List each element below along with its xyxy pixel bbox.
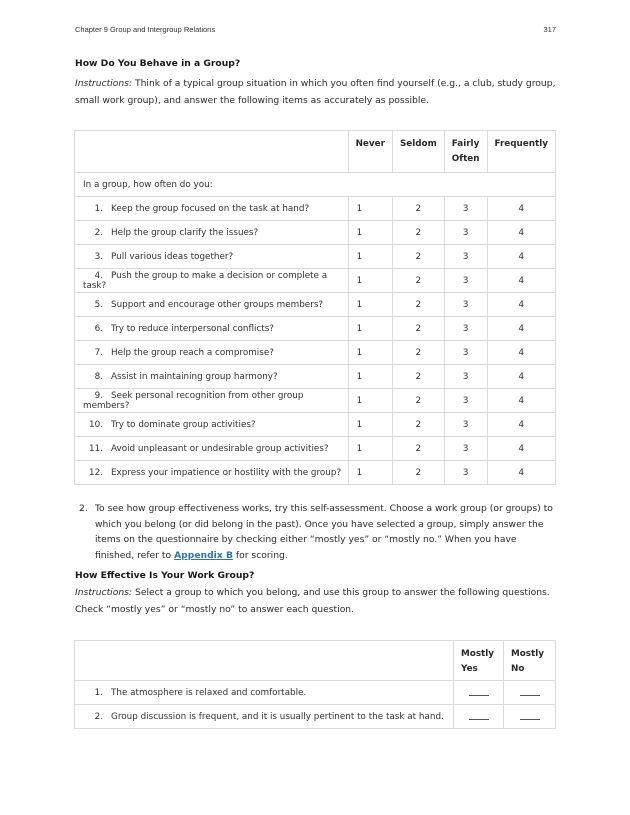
instructions-effective xyxy=(75,584,556,618)
seldom-value[interactable]: 2 xyxy=(392,437,444,461)
table-row xyxy=(75,705,556,729)
col-mostly-no: Mostly No xyxy=(504,641,556,681)
frequently-value[interactable]: 4 xyxy=(487,269,556,293)
instructions-text: Think of a typical group situation in which you often find yourself (e.g., a club, study group, small work group), and answer the following items as accurately as possible. xyxy=(75,78,556,106)
fairly-often-value[interactable]: 3 xyxy=(444,341,487,365)
seldom-value[interactable]: 2 xyxy=(392,317,444,341)
table-row xyxy=(75,317,556,341)
header-blank xyxy=(75,131,349,173)
item-number: 4. xyxy=(94,270,103,281)
table-row xyxy=(75,681,556,705)
item-number: 12. xyxy=(89,467,103,478)
frequently-value[interactable]: 4 xyxy=(487,221,556,245)
item-text: Pull various ideas together? xyxy=(111,251,234,262)
fairly-often-value[interactable]: 3 xyxy=(444,317,487,341)
table-row xyxy=(75,365,556,389)
item-number: 6. xyxy=(94,323,103,334)
frequently-value[interactable]: 4 xyxy=(487,293,556,317)
item-number: 7. xyxy=(94,347,103,358)
item-number: 9. xyxy=(94,390,103,401)
col-seldom: Seldom xyxy=(392,131,444,173)
answer-line[interactable] xyxy=(520,687,540,696)
seldom-value[interactable]: 2 xyxy=(392,461,444,485)
section-title-behave: How Do You Behave in a Group? xyxy=(75,58,241,69)
chapter-title: Chapter 9 Group and Intergroup Relations xyxy=(75,25,216,34)
table-header-row xyxy=(75,131,556,173)
seldom-value[interactable]: 2 xyxy=(392,269,444,293)
never-value[interactable]: 1 xyxy=(348,437,392,461)
table-row xyxy=(75,389,556,413)
table-row xyxy=(75,245,556,269)
col-frequently: Frequently xyxy=(487,131,556,173)
never-value[interactable]: 1 xyxy=(348,221,392,245)
mostly-no-blank[interactable] xyxy=(504,705,556,729)
list-item-2 xyxy=(75,501,556,563)
running-header xyxy=(75,25,556,34)
item-cell xyxy=(75,221,349,245)
item2-text: To see how group effectiveness works, try this self-assessment. Choose a work group (or groups) to which you belong (or did belong in the past). Once you have selected a group, simply answer the items on the questionnaire by checking either “mostly yes” or “mostly no.” When you have finished, refer to xyxy=(95,503,553,561)
frequently-value[interactable]: 4 xyxy=(487,413,556,437)
item-text: Try to dominate group activities? xyxy=(111,419,256,430)
item-text: Avoid unpleasant or undesirable group activities? xyxy=(111,443,329,454)
appendix-b-link[interactable]: Appendix B xyxy=(174,549,233,561)
mostly-no-blank[interactable] xyxy=(504,681,556,705)
mostly-yes-blank[interactable] xyxy=(454,681,504,705)
fairly-often-value[interactable]: 3 xyxy=(444,389,487,413)
never-value[interactable]: 1 xyxy=(348,197,392,221)
never-value[interactable]: 1 xyxy=(348,461,392,485)
item-cell xyxy=(75,413,349,437)
table-row xyxy=(75,341,556,365)
frequently-value[interactable]: 4 xyxy=(487,365,556,389)
instructions-label: Instructions: xyxy=(75,587,133,598)
table-row xyxy=(75,413,556,437)
seldom-value[interactable]: 2 xyxy=(392,221,444,245)
frequently-value[interactable]: 4 xyxy=(487,389,556,413)
col-never: Never xyxy=(348,131,392,173)
frequently-value[interactable]: 4 xyxy=(487,197,556,221)
never-value[interactable]: 1 xyxy=(348,269,392,293)
col-fairly-often: Fairly Often xyxy=(444,131,487,173)
item-number: 10. xyxy=(89,419,103,430)
fairly-often-value[interactable]: 3 xyxy=(444,221,487,245)
seldom-value[interactable]: 2 xyxy=(392,245,444,269)
fairly-often-value[interactable]: 3 xyxy=(444,413,487,437)
frequently-value[interactable]: 4 xyxy=(487,461,556,485)
answer-line[interactable] xyxy=(469,687,489,696)
item-cell xyxy=(75,269,349,293)
page-number: 317 xyxy=(543,25,556,34)
item-cell xyxy=(75,245,349,269)
never-value[interactable]: 1 xyxy=(348,413,392,437)
item-number: 5. xyxy=(94,299,103,310)
never-value[interactable]: 1 xyxy=(348,341,392,365)
item-text: Help the group clarify the issues? xyxy=(111,227,259,238)
item-number: 11. xyxy=(89,443,103,454)
item-text: Push the group to make a decision or complete a task? xyxy=(83,270,328,291)
table-row xyxy=(75,437,556,461)
seldom-value[interactable]: 2 xyxy=(392,389,444,413)
seldom-value[interactable]: 2 xyxy=(392,413,444,437)
item-number: 1. xyxy=(94,687,103,698)
fairly-often-value[interactable]: 3 xyxy=(444,197,487,221)
fairly-often-value[interactable]: 3 xyxy=(444,365,487,389)
effectiveness-survey-table xyxy=(74,640,556,729)
section-title-effective: How Effective Is Your Work Group? xyxy=(75,570,255,581)
mostly-yes-blank[interactable] xyxy=(454,705,504,729)
item2-text-after: for scoring. xyxy=(232,549,288,561)
item-text: Try to reduce interpersonal conflicts? xyxy=(111,323,274,334)
item-number: 3. xyxy=(94,251,103,262)
item-number: 2. xyxy=(94,227,103,238)
fairly-often-value[interactable]: 3 xyxy=(444,269,487,293)
table-row xyxy=(75,461,556,485)
seldom-value[interactable]: 2 xyxy=(392,197,444,221)
list-number: 2. xyxy=(79,503,88,514)
item-text: Group discussion is frequent, and it is usually pertinent to the task at hand. xyxy=(111,711,444,722)
intro-text: In a group, how often do you: xyxy=(75,173,556,197)
fairly-often-value[interactable]: 3 xyxy=(444,245,487,269)
answer-line[interactable] xyxy=(520,711,540,720)
seldom-value[interactable]: 2 xyxy=(392,365,444,389)
header-blank xyxy=(75,641,454,681)
col-mostly-yes: Mostly Yes xyxy=(454,641,504,681)
item-cell xyxy=(75,197,349,221)
fairly-often-value[interactable]: 3 xyxy=(444,293,487,317)
item-cell xyxy=(75,317,349,341)
item-number: 8. xyxy=(94,371,103,382)
table-row xyxy=(75,269,556,293)
frequently-value[interactable]: 4 xyxy=(487,437,556,461)
frequently-value[interactable]: 4 xyxy=(487,245,556,269)
behavior-survey-table xyxy=(74,130,556,485)
instructions-text: Select a group to which you belong, and use this group to answer the following questions. Check “mostly yes” or “mostly no” to answer each question. xyxy=(75,587,550,615)
never-value[interactable]: 1 xyxy=(348,389,392,413)
item-number: 1. xyxy=(94,203,103,214)
item-cell xyxy=(75,705,454,729)
intro-row xyxy=(75,173,556,197)
item-cell xyxy=(75,365,349,389)
fairly-often-value[interactable]: 3 xyxy=(444,461,487,485)
item-text: Express your impatience or hostility with the group? xyxy=(111,467,342,478)
item-cell xyxy=(75,389,349,413)
item-text: Seek personal recognition from other group members? xyxy=(83,390,304,411)
item-text: Assist in maintaining group harmony? xyxy=(111,371,278,382)
instructions-behave xyxy=(75,75,556,109)
frequently-value[interactable]: 4 xyxy=(487,341,556,365)
never-value[interactable]: 1 xyxy=(348,365,392,389)
seldom-value[interactable]: 2 xyxy=(392,293,444,317)
fairly-often-value[interactable]: 3 xyxy=(444,437,487,461)
item-cell xyxy=(75,681,454,705)
item-text: Help the group reach a compromise? xyxy=(111,347,274,358)
item-text: The atmosphere is relaxed and comfortable. xyxy=(111,687,307,698)
instructions-label: Instructions: xyxy=(75,78,133,89)
never-value[interactable]: 1 xyxy=(348,293,392,317)
item-text: Keep the group focused on the task at hand? xyxy=(111,203,310,214)
item-number: 2. xyxy=(94,711,103,722)
item-cell xyxy=(75,437,349,461)
table-row xyxy=(75,197,556,221)
item-cell xyxy=(75,461,349,485)
seldom-value[interactable]: 2 xyxy=(392,341,444,365)
item-text: Support and encourage other groups members? xyxy=(111,299,324,310)
answer-line[interactable] xyxy=(469,711,489,720)
item-cell xyxy=(75,293,349,317)
table-row xyxy=(75,221,556,245)
table-header-row xyxy=(75,641,556,681)
never-value[interactable]: 1 xyxy=(348,317,392,341)
never-value[interactable]: 1 xyxy=(348,245,392,269)
item-cell xyxy=(75,341,349,365)
frequently-value[interactable]: 4 xyxy=(487,317,556,341)
table-row xyxy=(75,293,556,317)
